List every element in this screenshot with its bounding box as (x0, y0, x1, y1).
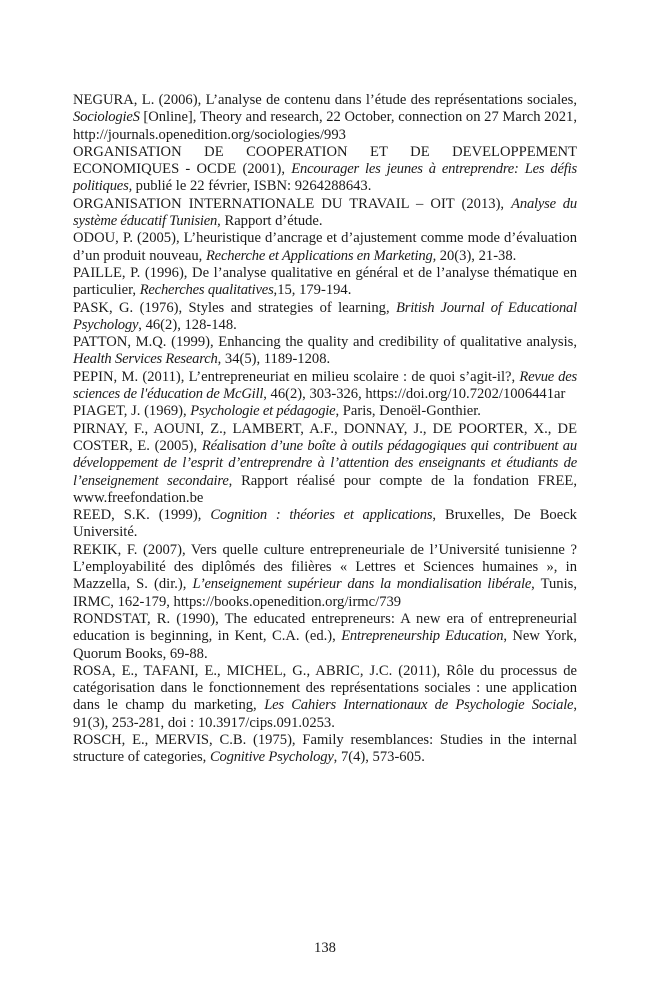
reference-title-italic: Revue des sciences de l'éducation de McGill (73, 368, 578, 403)
reference-text: PAILLE, P. (1996), De l’analyse qualitative en général et de l’analyse thématique en particulier, (73, 264, 577, 299)
reference-entry (73, 300, 577, 335)
reference-text: PIRNAY, F., AOUNI, Z., LAMBERT, A.F., DONNAY, J., DE POORTER, X., DE COSTER, E. (2005), (73, 420, 577, 454)
reference-text: , 7(4), 573-605. (333, 749, 425, 766)
reference-text: , 34(5), 1189-1208. (217, 351, 331, 368)
reference-text: ROSA, E., TAFANI, E., MICHEL, G., ABRIC, J.C. (2011), Rôle du processus de catégorisation dans le fonctionnement des représentations sociales : une application dans le champ du marketing, (73, 662, 577, 714)
reference-text: REKIK, F. (2007), Vers quelle culture entrepreneuriale de l’Université tunisienne ? L’employabilité des diplômés des filières « Lettres et Sciences humaines », in Mazzella, S. (dir.), (73, 541, 577, 593)
reference-title-italic: Psychologie et pédagogie (190, 403, 336, 420)
reference-text: ORGANISATION DE COOPERATION ET DE DEVELOPPEMENT ECONOMIQUES - OCDE (2001), (73, 143, 577, 178)
reference-text: REED, S.K. (1999), (73, 507, 211, 524)
reference-text: , Bruxelles, De Boeck Université. (73, 507, 577, 541)
reference-text: PEPIN, M. (2011), L’entrepreneuriat en milieu scolaire : de quoi s’agit-il?, (73, 368, 520, 385)
reference-entry (73, 403, 577, 420)
reference-title-italic: L’enseignement supérieur dans la mondialisation libérale (192, 576, 532, 593)
reference-text: RONDSTAT, R. (1990), The educated entrepreneurs: A new era of entrepreneurial education is beginning, in Kent, C.A. (ed.), (73, 610, 577, 645)
reference-title-italic: Health Services Research (73, 351, 218, 368)
reference-title-italic: Encourager les jeunes à entreprendre: Les défis politiques, (73, 161, 577, 195)
reference-text: ODOU, P. (2005), L’heuristique d’ancrage et d’ajustement comme mode d’évaluation d’un produit nouveau, (73, 230, 577, 264)
reference-entry (73, 230, 577, 265)
reference-text: [Online], Theory and research, 22 October, connection on 27 March 2021, http://journals.openedition.org/sociologies/993 (73, 109, 577, 143)
reference-title-italic: Les Cahiers Internationaux de Psychologie Sociale (264, 697, 574, 714)
reference-title-italic: Cognitive Psychology (209, 749, 334, 766)
reference-entry (73, 369, 577, 404)
reference-text: , 46(2), 128-148. (138, 316, 237, 333)
reference-title-italic: SociologieS (73, 109, 140, 126)
reference-entry (73, 507, 577, 542)
reference-text: PIAGET, J. (1969), (73, 403, 191, 420)
reference-text: NEGURA, L. (2006), L’analyse de contenu dans l’étude des représentations sociales, (73, 92, 577, 108)
reference-title-italic: Cognition : théories et applications (210, 507, 433, 524)
reference-text: ,15, 179-194. (273, 282, 352, 299)
reference-entry (73, 421, 577, 507)
reference-entry (73, 663, 577, 732)
reference-text: 20(3), 21-38. (436, 247, 517, 264)
reference-entry (73, 196, 577, 231)
reference-title-italic: Réalisation d’une boîte à outils pédagogiques qui contribuent au développement de l’esprit d’entreprendre à l’attention des enseignants et étudiants de l’enseignement secondaire (73, 437, 577, 489)
reference-text: , New York, Quorum Books, 69-88. (73, 628, 578, 662)
reference-title-italic: Recherches qualitatives (139, 282, 274, 299)
reference-list (73, 92, 577, 767)
reference-entry (73, 265, 577, 300)
reference-text: , Rapport d’étude. (217, 213, 323, 230)
reference-entry (73, 732, 577, 767)
reference-text: publié le 22 février, ISBN: 9264288643. (132, 178, 372, 195)
reference-entry (73, 92, 577, 144)
reference-text: ORGANISATION INTERNATIONALE DU TRAVAIL – OIT (2013), (73, 195, 512, 212)
reference-text: , 46(2), 303-326, https://doi.org/10.7202/1006441ar (263, 386, 566, 403)
reference-title-italic: Entrepreneurship Education (341, 628, 504, 645)
reference-title-italic: Analyse du système éducatif Tunisien (73, 195, 577, 230)
reference-text: ROSCH, E., MERVIS, C.B. (1975), Family resemblances: Studies in the internal structure of categories, (73, 731, 577, 766)
reference-entry (73, 611, 577, 663)
reference-entry (73, 144, 577, 196)
reference-text: PASK, G. (1976), Styles and strategies of learning, (73, 299, 396, 316)
reference-title-italic: British Journal of Educational Psychology (73, 299, 577, 333)
reference-text: , Rapport réalisé pour compte de la fondation FREE, www.freefondation.be (73, 472, 577, 506)
reference-text: , Paris, Denoël-Gonthier. (335, 403, 481, 420)
reference-entry (73, 334, 577, 369)
reference-title-italic: Recherche et Applications en Marketing, (205, 247, 437, 264)
reference-text: , Tunis, IRMC, 162-179, https://books.openedition.org/irmc/739 (73, 576, 577, 610)
reference-text: , 91(3), 253-281, doi : 10.3917/cips.091.0253. (73, 697, 577, 731)
reference-entry (73, 542, 577, 611)
page-number: 138 (314, 940, 336, 956)
reference-text: PATTON, M.Q. (1999), Enhancing the quality and credibility of qualitative analysis, (73, 334, 577, 351)
